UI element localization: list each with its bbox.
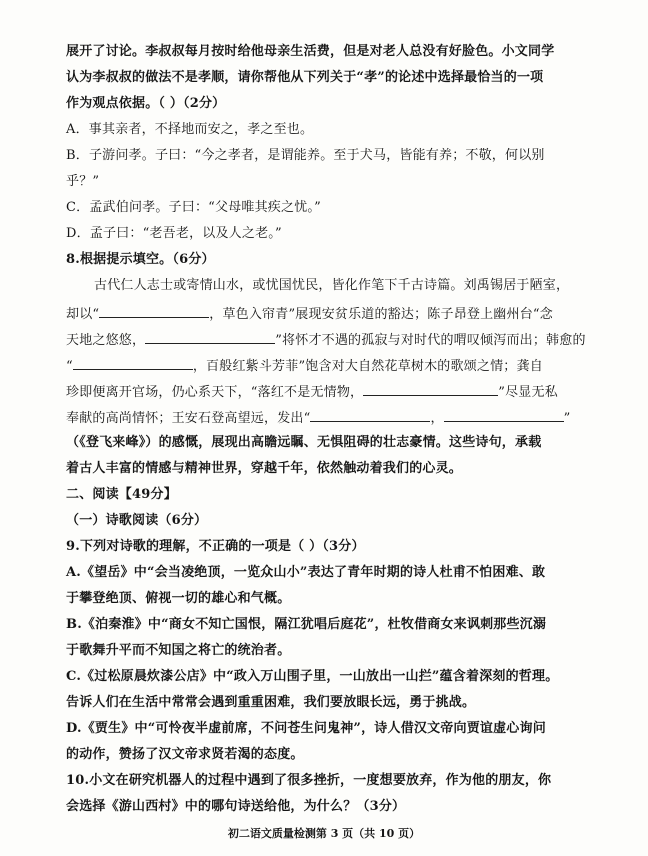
text-segment: ， [430,411,444,426]
option-a: A．事其亲者，不择地而安之，孝之至也。 [66,122,314,137]
text-segment: ，草色入帘青”展现安贫乐道的豁达；陈子昂登上幽州台“念 [209,307,553,322]
option-d-cont: 的动作，赞扬了汉文帝求贤若渴的态度。 [66,747,304,762]
text-segment: ，百般红紫斗芳菲”饱含对大自然花草树木的歌颂之情；龚自 [192,359,543,374]
option-d: D．孟子曰：“老吾老，以及人之老。” [66,226,282,241]
answer-blank[interactable] [145,329,275,344]
text-segment: ”尽显无私 [498,385,558,400]
text-segment: ”将怀才不遇的孤寂与对时代的喟叹倾泻而出；韩愈的 [275,333,586,348]
option-a-cont: 于攀登绝顶、俯视一切的雄心和气概。 [66,591,291,606]
text-segment: 天地之悠悠， [66,333,146,348]
fill-line [66,355,606,375]
option-c-cont: 告诉人们在生活中常常会遇到重重困难，我们要放眼长远，勇于挑战。 [66,695,476,710]
paragraph-line: （《登飞来峰》）的感慨，展现出高瞻远瞩、无惧阻碍的壮志豪情。这些诗句，承载 [66,435,542,450]
text-segment: “ [66,359,73,374]
section-heading: 二、阅读【49分】 [66,487,177,502]
text-segment: 珍即便离开官场，仍心系天下，“落红不是无情物， [66,385,364,400]
option-a: A.《望岳》中“会当凌绝顶，一览众山小”表达了青年时期的诗人杜甫不怕困难、敢 [66,565,546,580]
text-line: 认为李叔叔的做法不是孝顺，请你帮他从下列关于“孝”的论述中选择最恰当的一项 [66,70,544,85]
answer-blank[interactable] [310,407,430,422]
answer-blank[interactable] [444,407,564,422]
subsection-heading: （一）诗歌阅读（6分） [66,513,208,528]
paragraph-line: 着古人丰富的情感与精神世界，穿越千年，依然触动着我们的心灵。 [66,461,463,476]
option-c: C．孟武伯问孝。子曰：“父母唯其疾之忧。” [66,200,321,215]
option-b: B.《泊秦淮》中“商女不知亡国恨，隔江犹唱后庭花”，杜牧借商女来讽刺那些沉溺 [66,617,547,632]
text-line: 展开了讨论。李叔叔每月按时给他母亲生活费，但是对老人总没有好脸色。小文同学 [66,44,555,59]
question-10-cont: 会选择《游山西村》中的哪句诗送给他，为什么？（3分） [66,799,406,814]
page-footer: 初二语文质量检测第 3 页（共 10 页） [227,827,421,840]
question-8-title: 8.根据提示填空。（6分） [66,252,215,267]
fill-line [66,381,606,401]
answer-blank[interactable] [363,381,498,396]
fill-line [66,329,606,349]
answer-blank[interactable] [99,303,209,318]
option-c: C.《过松原晨炊漆公店》中“政入万山围子里，一山放出一山拦”蕴含着深刻的哲理。 [66,669,559,684]
text-segment: ” [563,411,571,426]
paragraph-line: 古代仁人志士或寄情山水，或忧国忧民，皆化作笔下千古诗篇。刘禹锡居于陋室， [94,278,570,293]
answer-blank[interactable] [73,355,193,370]
option-b-cont: 于歌舞升平而不知国之将亡的统治者。 [66,643,291,658]
text-segment: 奉献的高尚情怀；王安石登高望远，发出“ [66,411,311,426]
option-b-cont: 乎？” [66,174,100,189]
fill-line [66,407,606,427]
text-line: 作为观点依据。（ ）（2分） [66,96,226,111]
option-b: B．子游问孝。子曰：“今之孝者，是谓能养。至于犬马，皆能有养；不敬，何以别 [66,148,545,163]
fill-line [66,303,606,323]
text-segment: 却以“ [66,307,100,322]
question-9-title: 9.下列对诗歌的理解，不正确的一项是（ ）（3分） [66,539,365,554]
question-10-title: 10.小文在研究机器人的过程中遇到了很多挫折，一度想要放弃，作为他的朋友，你 [66,773,552,788]
option-d: D.《贾生》中“可怜夜半虚前席，不问苍生问鬼神”，诗人借汉文帝向贾谊虚心询问 [66,721,546,736]
